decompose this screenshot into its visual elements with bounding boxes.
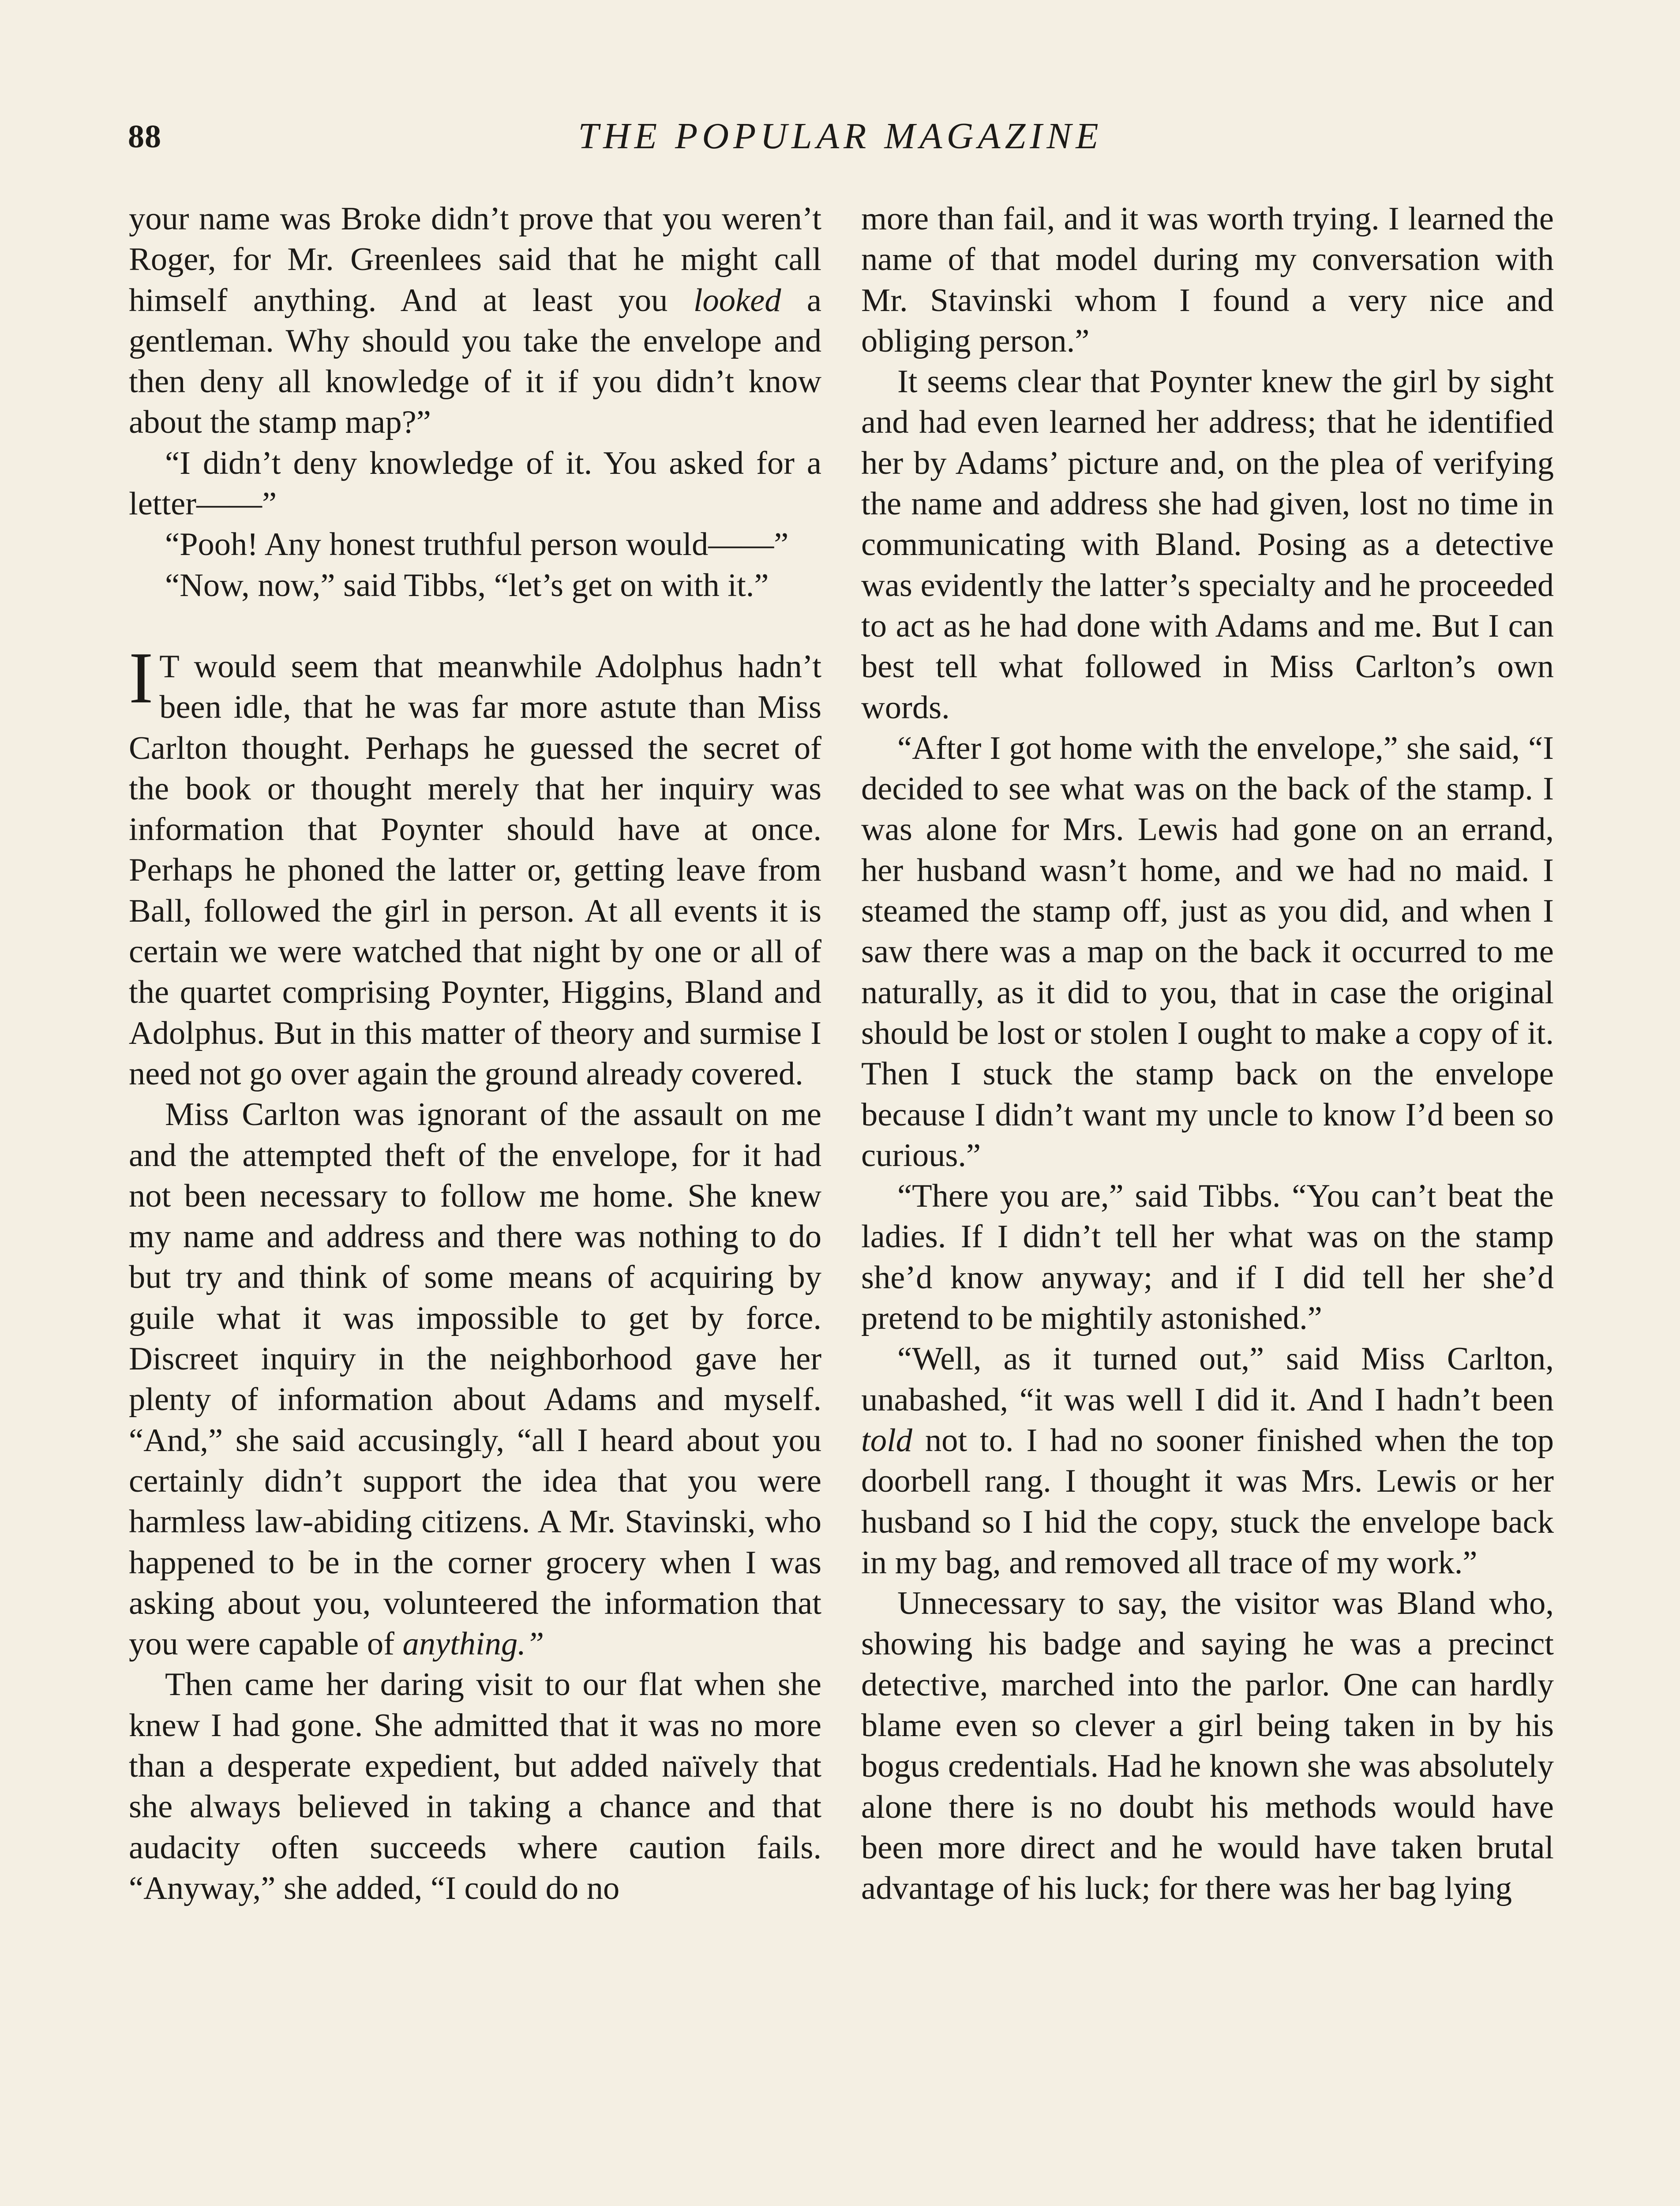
paragraph: Then came her daring visit to our flat when she knew I had gone. She admitted that it was no more than a desperate expedient, but added naïvely that she always believed in taking a chance and that audacity often succeeds where caution fails. “Anyway,” she added, “I could do no (129, 1666, 821, 1906)
paragraph: It seems clear that Poynter knew the girl by sight and had even learned her address; that he identified her by Adams’ picture and, on the plea of verifying the name and address she had given, lost no time in communicating with Bland. Posing as a detective was evidently the latter’s specialty and he proceeded to act as he had done with Adams and me. But I can best tell what followed in Miss Carlton’s own words. (861, 364, 1554, 726)
right-column (861, 199, 1554, 1909)
paragraph: “After I got home with the envelope,” she said, “I decided to see what was on the back of the stamp. I was alone for Mrs. Lewis had gone on an errand, her husband wasn’t home, and we had no maid. I steamed the stamp off, just as you did, and when I saw there was a map on the back it occurred to me naturally, as it did to you, that in case the original should be lost or stolen I ought to make a copy of it. Then I stuck the stamp back on the envelope because I didn’t want my uncle to know I’d been so curious.” (861, 730, 1554, 1174)
paragraph: “Well, as it turned out,” said Miss Carlton, unabashed, “it was well I did it. And I hadn’t been told not to. I had no sooner finished when the top doorbell rang. I thought it was Mrs. Lewis or her husband so I hid the copy, stuck the envelope back in my bag, and removed all trace of my work.” (861, 1341, 1554, 1581)
paragraph: Miss Carlton was ignorant of the assault on me and the attempted theft of the envelope, for it had not been necessary to follow me home. She knew my name and address and there was nothing to do but try and think of some means of acquiring by guile what it was impossible to get by force. Discreet inquiry in the neighborhood gave her plenty of information about Adams and myself. “And,” she said accusingly, “all I heard about you certainly didn’t support the idea that you were harmless law-abiding citizens. A Mr. Stavinski, who happened to be in the corner grocery when I was asking about you, volunteered the information that you were capable of anything.” (129, 1096, 821, 1662)
paragraph: more than fail, and it was worth trying. I learned the name of that model during my conversation with Mr. Stavinski whom I found a very nice and obliging person.” (861, 201, 1554, 359)
paragraph: “Pooh! Any honest truthful person would——” (165, 526, 789, 563)
paragraph: “Now, now,” said Tibbs, “let’s get on with it.” (165, 567, 769, 604)
drop-cap: I (129, 637, 154, 718)
page-header (128, 115, 1553, 168)
paragraph: “I didn’t deny knowledge of it. You asked for a letter——” (129, 445, 821, 522)
page-number: 88 (128, 119, 161, 155)
section-opening-paragraph: I T would seem that meanwhile Adolphus hadn’t been idle, that he was far more astute than Miss Carlton thought. Perhaps he guessed the secret of the book or thought merely that her inquiry was information that Poynter should have at once. Perhaps he phoned the latter or, getting leave from Ball, followed the girl in person. At all events it is certain we were watched that night by one or all of the quartet comprising Poynter, Higgins, Bland and Adolphus. But in this matter of theory and surmise I need not go over again the ground already covered. (129, 637, 821, 1092)
running-head: THE POPULAR MAGAZINE (578, 116, 1103, 157)
paragraph: Unnecessary to say, the visitor was Bland who, showing his badge and saying he was a precinct detective, marched into the parlor. One can hardly blame even so clever a girl being taken in by his bogus credentials. Had he known she was absolutely alone there is no doubt his methods would have been more direct and he would have taken brutal advantage of his luck; for there was her bag lying (861, 1585, 1554, 1907)
paragraph: your name was Broke didn’t prove that you weren’t Roger, for Mr. Greenlees said that he might call himself anything. And at least you looked a gentleman. Why should you take the envelope and then deny all knowledge of it if you didn’t know about the stamp map?” (129, 201, 821, 441)
paragraph: “There you are,” said Tibbs. “You can’t beat the ladies. If I didn’t tell her what was on the stamp she’d know anyway; and if I did tell her she’d pretend to be mightily astonished.” (861, 1178, 1554, 1337)
left-column (129, 199, 821, 1909)
